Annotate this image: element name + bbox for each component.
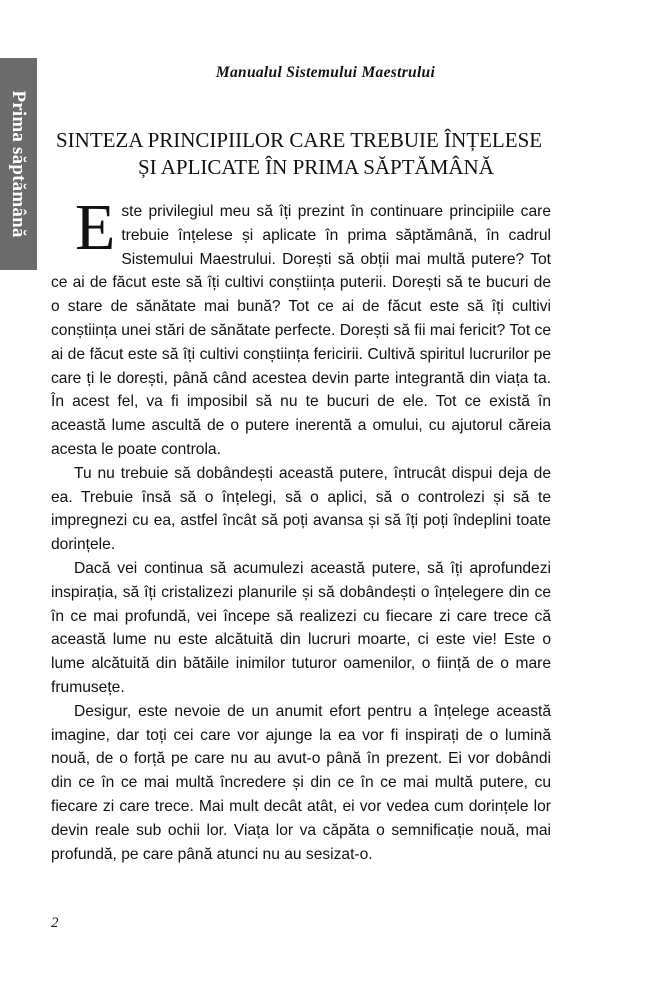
running-header: Manualul Sistemului Maestrului [215,64,436,81]
chapter-title-line-2: ȘI APLICATE ÎN PRIMA SĂPTĂMÂNĂ [138,155,494,179]
side-tab [0,58,37,270]
paragraph-1 [51,191,551,462]
side-tab-label: Prima săptămână [8,90,29,238]
chapter-title [56,127,596,181]
paragraph-1-text: ste privilegiul meu să îți prezint în continuare principiile care trebuie înțelese și aplicate în prima săptămână, în cadrul Sistemului Maestrului. Dorești să obții mai multă putere? Tot ce ai de făcut este să îți cultivi conștiința puterii. Dorești să te bucuri de o stare de sănătate mai bună? Tot ce ai de făcut este să îți cultivi conștiința unei stări de sănătate perfecte. Dorești să fii mai fericit? Tot ce ai de făcut este să îți cultivi conștiința fericirii. Cultivă spiritul lucrurilor pe care ți le dorești, până când acestea devin parte integrantă din viața ta. În acest fel, va fi imposibil să nu te bucuri de ele. Tot ce există în această lume ascultă de o putere inerentă a omului, cu ajutorul căreia acesta le poate controla. [51,203,551,458]
body-text [51,191,551,866]
paragraph-3: Dacă vei continua să acumulezi această putere, să îți aprofundezi inspirația, să îți cristalizezi planurile și să dobândești o înțelegere din ce în ce mai profundă, vei începe să realizezi cu fiecare zi care trece că această lume nu este alcătuită din lucruri moarte, ci este vie! Este o lume alcătuită din bătăile inimilor tuturor oamenilor, o ființă de o mare frumusețe. [51,559,551,696]
page-number: 2 [51,915,59,931]
paragraph-4: Desigur, este nevoie de un anumit efort pentru a înțelege această imagine, dar toți cei care vor ajunge la ea vor fi inspirați de o lumină nouă, de o forță pe care nu au avut-o până în prezent. Ei vor dobândi din ce în ce mai multă încredere și din ce în ce mai multă putere, cu fiecare zi care trece. Mai mult decât atât, ei vor vedea cum dorințele lor devin reale sub ochii lor. Viața lor va căpăta o semnificație nouă, mai profundă, pe care până atunci nu au sesizat-o. [51,702,551,863]
paragraph-2: Tu nu trebuie să dobândești această putere, întrucât dispui deja de ea. Trebuie însă să o înțelegi, să o aplici, să o controlezi și să te impregnezi cu ea, astfel încât să poți avansa și să îți poți îndeplini toate dorințele. [51,464,551,554]
chapter-title-line-1: SINTEZA PRINCIPIILOR CARE TREBUIE ÎNȚELESE [56,128,543,152]
drop-cap: E [75,191,116,264]
